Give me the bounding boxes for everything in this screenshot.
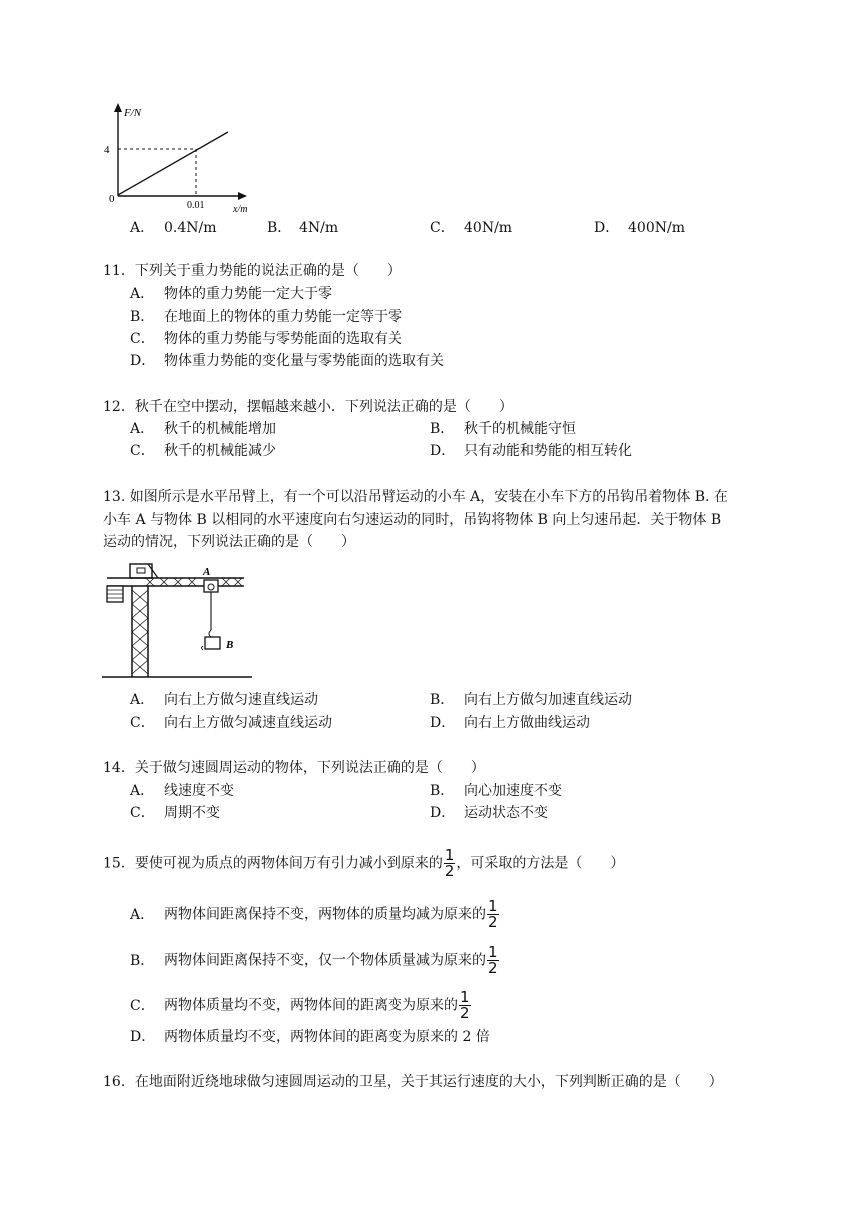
fraction-numerator: 1 [444, 846, 455, 864]
option-label: A． [130, 421, 155, 437]
option-text: 向右上方做匀加速直线运动 [464, 692, 632, 708]
q10-option-d[interactable] [594, 218, 685, 238]
option-text: 向心加速度不变 [464, 783, 562, 799]
one-half-fraction [487, 899, 499, 930]
q15-stem [103, 848, 624, 879]
option-label: B． [130, 309, 155, 325]
option-text: 秋千的机械能守恒 [464, 421, 576, 437]
q13-option-b[interactable] [430, 690, 632, 710]
q13-option-d[interactable] [430, 713, 590, 733]
option-label: C． [130, 443, 155, 459]
origin-label: 0 [109, 193, 115, 205]
option-label: D． [130, 1029, 156, 1045]
q15-option-d[interactable] [130, 1027, 490, 1047]
fraction-denominator: 2 [460, 1004, 470, 1022]
option-text: 向右上方做曲线运动 [464, 715, 590, 731]
option-text: 400N/m [628, 220, 685, 236]
q13-stem-line2: 小车 A 与物体 B 以相同的水平速度向右匀速运动的同时，吊钩将物体 B 向上匀速吊起．关于物体 B [103, 512, 722, 528]
one-half-fraction [444, 848, 456, 879]
q14-option-b[interactable] [430, 781, 562, 801]
option-text: 向右上方做匀减速直线运动 [164, 715, 332, 731]
q11-option-b[interactable] [130, 307, 402, 327]
option-text: 物体的重力势能一定大于零 [164, 286, 332, 302]
q14-stem: 14．关于做匀速圆周运动的物体，下列说法正确的是（ ） [103, 760, 485, 776]
q15-option-a[interactable] [130, 899, 500, 930]
option-text: 物体重力势能的变化量与零势能面的选取有关 [164, 353, 444, 369]
option-text: 物体的重力势能与零势能面的选取有关 [164, 331, 402, 347]
option-label: C． [130, 997, 155, 1014]
option-text: 两物体质量均不变，两物体间的距离变为原来的 2 倍 [164, 1029, 490, 1045]
option-text: 只有动能和势能的相互转化 [464, 443, 632, 459]
option-text: 0.4N/m [164, 220, 217, 236]
q11-option-d[interactable] [130, 351, 444, 371]
q11-option-a[interactable] [130, 284, 332, 304]
y-tick-label: 4 [104, 144, 110, 156]
trolley-a-label: A [203, 566, 211, 578]
option-label: D． [430, 443, 456, 459]
option-text: 在地面上的物体的重力势能一定等于零 [164, 309, 402, 325]
force-extension-graph [100, 100, 260, 218]
option-label: D． [430, 805, 456, 821]
option-label: B． [430, 692, 455, 708]
q11-option-c[interactable] [130, 329, 402, 349]
option-label: C． [430, 220, 455, 236]
q13-stem-line3: 运动的情况，下列说法正确的是（ ） [103, 534, 355, 550]
q12-option-d[interactable] [430, 441, 632, 461]
option-label: A． [130, 220, 155, 236]
q15-option-b[interactable] [130, 945, 500, 976]
q16-stem: 16．在地面附近绕地球做匀速圆周运动的卫星，关于其运行速度的大小，下列判断正确的是（ ） [103, 1074, 723, 1090]
force-line [118, 132, 228, 195]
option-text: 4N/m [299, 220, 339, 236]
option-label: B． [130, 952, 155, 969]
one-half-fraction [487, 945, 499, 976]
y-axis-label: F/N [124, 107, 142, 119]
x-tick-label: 0.01 [187, 200, 205, 211]
option-label: A． [130, 783, 155, 799]
fraction-denominator: 2 [444, 862, 455, 880]
q10-option-a[interactable] [130, 218, 217, 238]
option-label: A． [130, 906, 155, 923]
q10-option-b[interactable] [267, 218, 338, 238]
option-text: 两物体间距离保持不变，仅一个物体质量减为原来的 [164, 952, 486, 969]
option-text: 周期不变 [164, 805, 220, 821]
option-label: C． [130, 331, 155, 347]
q12-stem: 12．秋千在空中摆动，摆幅越来越小．下列说法正确的是（ ） [103, 399, 513, 415]
q11-stem: 11．下列关于重力势能的说法正确的是（ ） [103, 263, 401, 279]
option-text: 秋千的机械能减少 [164, 443, 276, 459]
object-b-label: B [226, 639, 234, 651]
q13-option-a[interactable] [130, 690, 318, 710]
option-label: A． [130, 692, 155, 708]
q12-option-b[interactable] [430, 419, 576, 439]
q14-option-d[interactable] [430, 803, 548, 823]
option-label: C． [130, 805, 155, 821]
option-text: 向右上方做匀速直线运动 [164, 692, 318, 708]
fraction-numerator: 1 [488, 897, 498, 915]
q10-option-c[interactable] [430, 218, 512, 238]
one-half-fraction [459, 990, 471, 1021]
option-label: A． [130, 286, 155, 302]
fraction-denominator: 2 [488, 913, 498, 931]
option-label: B． [430, 783, 455, 799]
option-text: 40N/m [464, 220, 513, 236]
q13-stem-line1: 13. 如图所示是水平吊臂上，有一个可以沿吊臂运动的小车 A，安装在小车下方的吊钩吊着物体 B. 在 [103, 489, 728, 505]
y-axis-arrow [114, 103, 122, 112]
object-b [205, 637, 220, 649]
option-text: 运动状态不变 [464, 805, 548, 821]
option-label: B． [267, 220, 292, 236]
q12-option-a[interactable] [130, 419, 276, 439]
fraction-numerator: 1 [488, 943, 498, 961]
option-label: C． [130, 715, 155, 731]
x-axis-arrow [238, 192, 247, 200]
option-label: D． [130, 353, 156, 369]
q15-stem-before: 15．要使可视为质点的两物体间万有引力减小到原来的 [103, 855, 443, 872]
crane-figure [102, 560, 252, 682]
option-label: D． [594, 220, 620, 236]
option-label: B． [430, 421, 455, 437]
option-text: 秋千的机械能增加 [164, 421, 276, 437]
q13-option-c[interactable] [130, 713, 332, 733]
q15-option-c[interactable] [130, 990, 472, 1021]
fraction-denominator: 2 [488, 959, 498, 977]
q14-option-c[interactable] [130, 803, 220, 823]
option-text: 两物体间距离保持不变，两物体的质量均减为原来的 [164, 906, 486, 923]
x-axis-label: x/m [233, 204, 248, 215]
q12-option-c[interactable] [130, 441, 276, 461]
option-label: D． [430, 715, 456, 731]
fraction-numerator: 1 [460, 988, 470, 1006]
option-text: 两物体质量均不变，两物体间的距离变为原来的 [164, 997, 458, 1014]
option-text: 线速度不变 [164, 783, 234, 799]
q14-option-a[interactable] [130, 781, 234, 801]
q15-stem-after: ，可采取的方法是（ ） [456, 855, 625, 872]
